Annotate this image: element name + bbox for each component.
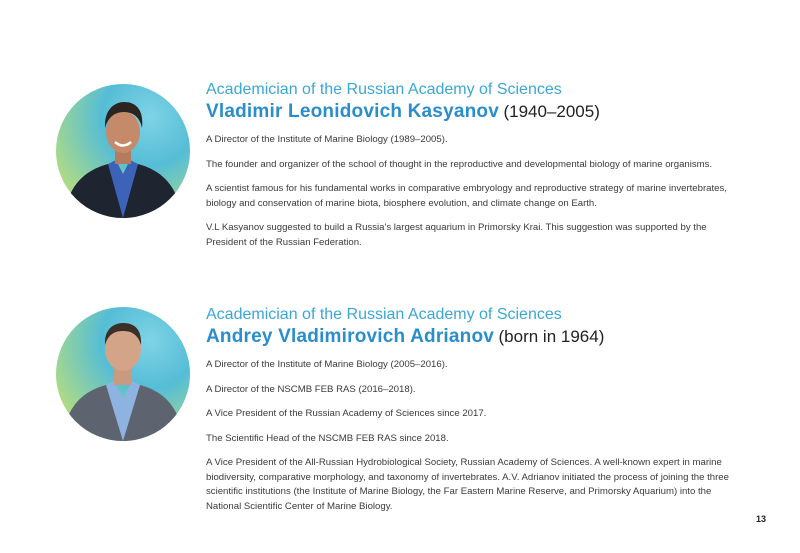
bio-paragraph: A Director of the NSCMB FEB RAS (2016–2018). — [206, 383, 416, 395]
life-years: (born in 1964) — [498, 327, 605, 346]
bio-paragraph: A scientist famous for his fundamental works in comparative embryology and reproductive strategy of marine invertebrates, biology and conservation of marine biota, biosphere evolution, and climate change on Earth. — [206, 183, 727, 209]
portrait-photo — [56, 84, 190, 218]
academic-rank: Academician of the Russian Academy of Sciences — [206, 81, 562, 98]
bio-paragraph: V.L Kasyanov suggested to build a Russia's largest aquarium in Primorsky Krai. This suggestion was supported by the President of the Russian Federation. — [206, 222, 707, 248]
bio-paragraph: A Vice President of the All-Russian Hydrobiological Society, Russian Academy of Sciences. A well-known expert in marine biodiversity, comparative morphology, and taxonomy of invertebrates. A.V. Adrianov initiated the process of joining the three scientific institutions (the Institute of Marine Biology, the Far Eastern Marine Reserve, and Primorsky Aquarium) into the National Scientific Center of Marine Biology. — [206, 457, 729, 512]
portrait-photo — [56, 307, 190, 441]
bio-paragraph: The Scientific Head of the NSCMB FEB RAS since 2018. — [206, 432, 449, 444]
portrait-kasyanov-image — [56, 84, 190, 218]
bio-paragraph: A Director of the Institute of Marine Biology (2005–2016). — [206, 359, 448, 370]
bio-paragraph: A Vice President of the Russian Academy of Sciences since 2017. — [206, 408, 487, 419]
person-name: Andrey Vladimirovich Adrianov — [206, 326, 495, 347]
name-row — [206, 100, 746, 125]
bio-block — [206, 80, 746, 260]
portrait-adrianov-image — [56, 307, 190, 441]
life-years: (1940–2005) — [503, 102, 600, 121]
page-number: 13 — [755, 514, 766, 524]
bio-block — [206, 305, 746, 524]
person-name: Vladimir Leonidovich Kasyanov — [206, 101, 499, 122]
bio-paragraph: The founder and organizer of the school of thought in the reproductive and developmental biology of marine organisms. — [206, 158, 713, 170]
academic-rank: Academician of the Russian Academy of Sciences — [206, 306, 562, 323]
bio-paragraph: A Director of the Institute of Marine Biology (1989–2005). — [206, 134, 448, 145]
name-row — [206, 325, 746, 350]
